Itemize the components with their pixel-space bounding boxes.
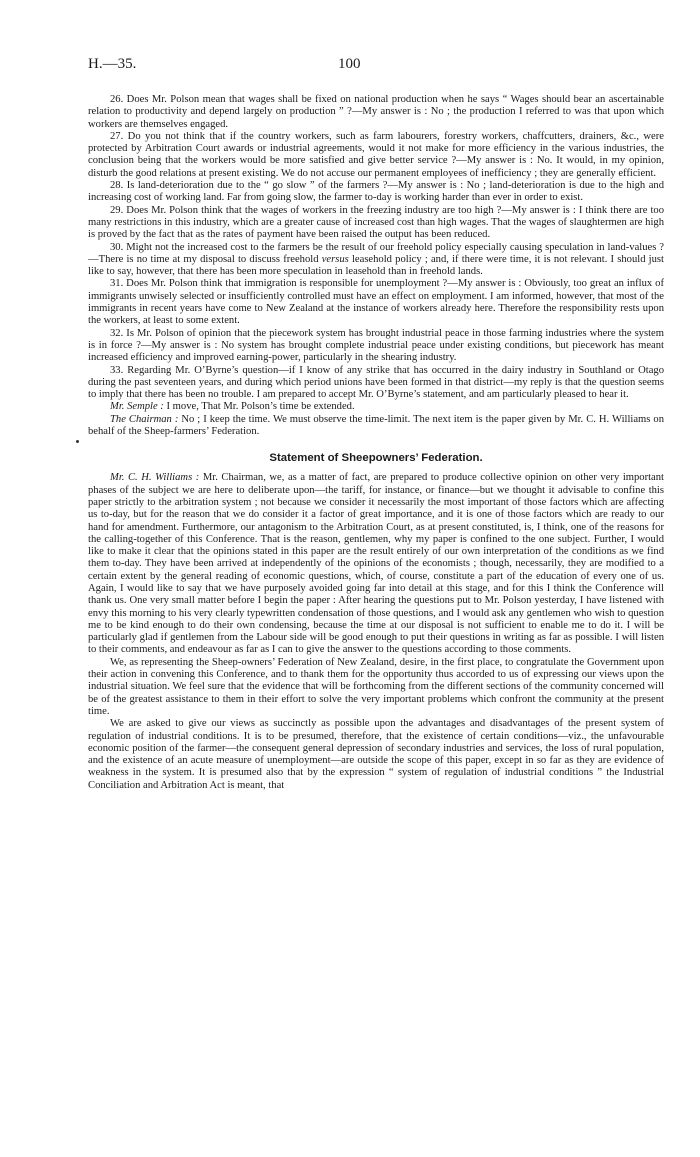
question-32: 32. Is Mr. Polson of opinion that the piecework system has brought industrial peace in those farming industries where the system is in force ?—My answer is : No system has brought complete industrial peace under existing conditions, but piecework has meant increased efficiency and improved earning-power, particularly in the shearing industry. bbox=[88, 327, 664, 364]
question-26: 26. Does Mr. Polson mean that wages shall be fixed on national production when he says “ Wages should bear an ascertainable relation to productivity and depend largely on production ” ?—My answer is : No ; the production I referred to was that upon which workers are themselves engaged. bbox=[88, 94, 664, 130]
federation-paragraph: We, as representing the Sheep-owners’ Federation of New Zealand, desire, in the first place, to congratulate the Government upon their action in convening this Conference, and to thank them for the opportunity thus accorded to us of expressing our views upon the industrial situation. We feel sure that the evidence that will be forthcoming from the different sections of the community concerned will be of the greatest assistance to them in their effort to solve the very important problems which confront the community at the present time. bbox=[88, 656, 664, 717]
margin-mark bbox=[76, 440, 79, 443]
question-30-text-cont: leasehold policy ; and, if there were time, it is not relevant. I should just like to say, however, that there has been more speculation in leasehold than in freehold lands. bbox=[88, 253, 664, 278]
question-30-text: 30. Might not the increased cost to the farmers be the result of our freehold policy especially causing speculation in land-values ?—There is no time at my disposal to discuss freehold bbox=[88, 241, 664, 265]
question-33: 33. Regarding Mr. O’Byrne’s question—if I know of any strike that has occurred in the dairy industry in Southland or Otago during the past seventeen years, and during which period unions have been formed in that district—my reply is that the question seems to imply that there has been no trouble. I am prepared to accept Mr. O’Byrne’s statement, and am particularly pleased to hear it. bbox=[88, 364, 664, 401]
document-reference: H.—35. bbox=[88, 56, 137, 72]
qa-section bbox=[88, 94, 664, 438]
speaker-chairman: The Chairman : bbox=[110, 413, 179, 425]
semple-remark-text: I move, That Mr. Polson’s time be extended. bbox=[163, 401, 355, 413]
statement-section bbox=[88, 472, 664, 792]
question-29: 29. Does Mr. Polson think that the wages of workers in the freezing industry are too high ?—My answer is : I think there are too many restrictions in this industry, which are a greater cause of increased cost than high wages. That the wages of slaughtermen are high is proved by the fact that as the rates of payment have been raised the output has been reduced. bbox=[88, 204, 664, 241]
speaker-semple: Mr. Semple : bbox=[110, 401, 164, 413]
question-30-emphasis: versus bbox=[321, 253, 349, 265]
question-28: 28. Is land-deterioration due to the “ go slow ” of the farmers ?—My answer is : No ; land-deterioration is due to the high and increasing cost of working land. Far from going slow, the farmer to-day is working harder than ever in order to exist. bbox=[88, 180, 664, 204]
williams-statement-text: Mr. Chairman, we, as a matter of fact, are prepared to produce collective opinion on other very important phases of the subject we are here to deliberate upon—the tariff, for instance, or finance—but we thought it advisable to confine this paper strictly to the arbitration system ; not because we consider it necessarily the most important of those factors which are affecting us to-day, but for the reason that we do consider it a factor of great importance, and it is one of those factors which are ready to our hand for amendment. Furthermore, our antagonism to the Arbitration Court, as at present constituted, is, I think, one of the reasons for the calling-together of this Conference. That is the reason, gentlemen, why my paper is confined to the one subject. Further, I would like to make it clear that the opinions stated in this paper are the result entirely of our own interpretation of the conditions as we find them to-day. They have been arrived at independently of the opinions of the economists ; though, necessarily, they are modified to a certain extent by the general reading of economic questions, which, of course, constitute a part of the education of every one of us. Again, I would like to say that we have purposely avoided going far into detail at this stage, and for this I think the Conference will thank us. One very small matter before I begin the paper : After hearing the questions put to Mr. Polson yesterday, I have listened with envy this morning to his very clearly typewritten condensation of those questions, and I would ask any gentlemen who wish to question me to be kind enough to do their own condensing, because the time at our disposal is not sufficient to enable me to do it. I will be particularly glad if gentlemen from the Labour side will be good enough to put their questions in writing as far as possible. I will listen to their comments, and endeavour as far as I can to give the answer to the questions according to those comments. bbox=[88, 472, 665, 656]
chairman-remark bbox=[88, 414, 664, 439]
question-27: 27. Do you not think that if the country workers, such as farm labourers, forestry workers, chaffcutters, drainers, &c., were protected by Arbitration Court awards or industrial agreements, would it not make for more efficiency in the various industries, the conclusion being that the workers would be more satisfied and give better service ?—My answer is : No. It would, in my opinion, disturb the good relations at present existing. We do not accuse our permanent employees of inefficiency ; they are generally efficient. bbox=[88, 130, 664, 179]
chairman-remark-text: No ; I keep the time. We must observe the time-limit. The next item is the paper given by Mr. C. H. Williams on behalf of the Sheep-farmers’ Federation. bbox=[88, 413, 664, 438]
speaker-williams: Mr. C. H. Williams : bbox=[110, 472, 200, 484]
question-30 bbox=[88, 242, 664, 279]
williams-statement bbox=[88, 472, 664, 656]
semple-remark bbox=[88, 401, 664, 413]
page-number: 100 bbox=[338, 56, 361, 72]
question-31: 31. Does Mr. Polson think that immigration is responsible for unemployment ?—My answer is : Obviously, too great an influx of immigrants unwisely selected or insufficiently controlled must have an effect on employment. I am informed, however, that most of the immigrants in recent years have come to New Zealand at the instance of workers already here. Therefore the responsibility rests upon the workers, at least to some extent. bbox=[88, 278, 664, 327]
section-heading: Statement of Sheepowners’ Federation. bbox=[269, 452, 483, 465]
views-paragraph: We are asked to give our views as succinctly as possible upon the advantages and disadvantages of the present system of regulation of industrial conditions. It is to be presumed, therefore, that the existence of certain conditions—viz., the unfavourable economic position of the farmer—the consequent general depression of secondary industries and services, the loss of rural population, and the existence of an acute measure of unemployment—are outside the scope of this paper, except in so far as they are evidence of weakness in the system. It is presumed also that by the expression “ system of regulation of industrial conditions ” the Industrial Conciliation and Arbitration Act is meant, that bbox=[88, 718, 664, 791]
page-header bbox=[88, 56, 664, 80]
